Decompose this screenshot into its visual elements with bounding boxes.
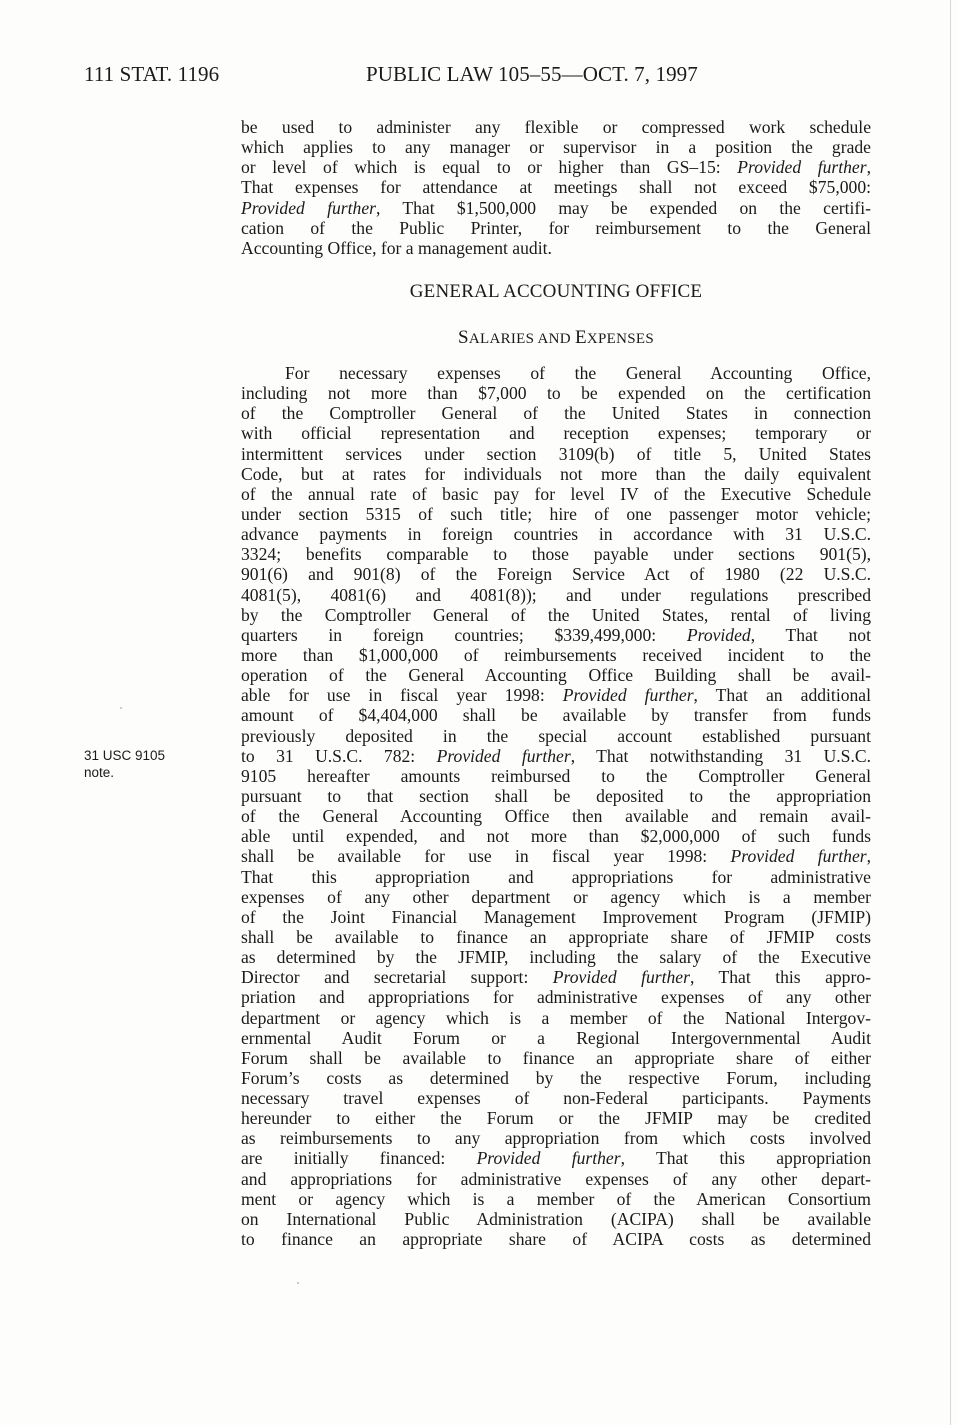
- text-line: That expenses for attendance at meetings shall not exceed $75,000:: [241, 177, 871, 198]
- text-line: or level of which is equal to or higher than GS–15: Provided further,: [241, 157, 871, 178]
- text-line: Code, but at rates for individuals not more than the daily equivalent: [241, 463, 871, 484]
- text-line: are initially financed: Provided further, That this appropriation: [241, 1148, 872, 1169]
- margin-note-label: note.: [84, 765, 115, 780]
- text-line: on International Public Administration (ACIPA) shall be available: [241, 1208, 871, 1229]
- text-line: shall be available to finance an appropriate share of JFMIP costs: [241, 926, 871, 947]
- text-line: shall be available for use in fiscal year 1998: Provided further,: [241, 846, 872, 867]
- text-line: by the Comptroller General of the United States, rental of living: [241, 604, 871, 625]
- text-line: including not more than $7,000 to be expended on the certification: [241, 383, 871, 404]
- gao-salaries-paragraph: [241, 363, 871, 1249]
- text-line: under section 5315 of such title; hire of one passenger motor vehicle;: [241, 503, 871, 524]
- text-line: able until expended, and not more than $2,000,000 of such funds: [241, 826, 871, 847]
- text-line: Director and secretarial support: Provided further, That this appro-: [241, 967, 871, 988]
- text-line: of the General Accounting Office then available and remain avail-: [241, 806, 871, 827]
- text-line: cation of the Public Printer, for reimbursement to the General: [241, 217, 871, 238]
- text-line: with official representation and reception expenses; temporary or: [241, 423, 871, 444]
- text-line: ment or agency which is a member of the American Consortium: [241, 1188, 871, 1209]
- text-line: which applies to any manager or supervisor in a position the grade: [241, 137, 871, 158]
- public-law-title: PUBLIC LAW 105–55—OCT. 7, 1997: [366, 62, 698, 86]
- scan-speck: [120, 707, 122, 709]
- text-line: able for use in fiscal year 1998: Provided further, That an additional: [241, 685, 871, 706]
- text-line: priation and appropriations for administrative expenses of any other: [241, 987, 871, 1008]
- continued-paragraph: [241, 117, 871, 258]
- text-line: operation of the General Accounting Office Building shall be avail-: [241, 665, 871, 686]
- text-line: amount of $4,404,000 shall be available by transfer from funds: [241, 705, 871, 726]
- text-line: Forum’s costs as determined by the respective Forum, including: [241, 1067, 871, 1088]
- text-line: and appropriations for administrative expenses of any other depart-: [241, 1168, 871, 1189]
- running-header: [84, 62, 764, 92]
- text-line: as reimbursements to any appropriation from which costs involved: [241, 1128, 871, 1149]
- text-line: ernmental Audit Forum or a Regional Intergovernmental Audit: [241, 1027, 871, 1048]
- text-line: of the Comptroller General of the United States in connection: [241, 403, 871, 424]
- text-line: be used to administer any flexible or compressed work schedule: [241, 117, 871, 137]
- text-line: 901(6) and 901(8) of the Foreign Service Act of 1980 (22 U.S.C.: [241, 564, 871, 585]
- text-line: Accounting Office, for a management audit.: [241, 237, 552, 258]
- text-line: quarters in foreign countries; $339,499,000: Provided, That not: [241, 624, 871, 645]
- text-line: 9105 hereafter amounts reimbursed to the Comptroller General: [241, 765, 871, 786]
- text-line: of the annual rate of basic pay for level IV of the Executive Schedule: [241, 483, 871, 504]
- statute-citation: 111 STAT. 1196: [84, 62, 220, 86]
- subheading: SALARIES AND EXPENSES: [457, 327, 654, 348]
- text-line: For necessary expenses of the General Accounting Office,: [285, 363, 871, 383]
- text-line: That this appropriation and appropriations for administrative: [241, 866, 871, 887]
- text-line: Forum shall be available to finance an appropriate share of either: [241, 1047, 871, 1068]
- text-line: intermittent services under section 3109(b) of title 5, United States: [241, 443, 871, 464]
- page-edge: [950, 0, 951, 1425]
- text-line: hereunder to either the Forum or the JFMIP may be credited: [241, 1108, 871, 1129]
- margin-note-citation: 31 USC 9105: [84, 748, 166, 763]
- text-line: as determined by the JFMIP, including the salary of the Executive: [241, 947, 871, 968]
- text-line: pursuant to that section shall be deposited to the appropriation: [241, 785, 871, 806]
- text-line: department or agency which is a member of the National Intergov-: [241, 1007, 871, 1028]
- scan-speck: [297, 1282, 299, 1284]
- text-line: 3324; benefits comparable to those payable under sections 901(5),: [241, 544, 871, 565]
- text-line: to finance an appropriate share of ACIPA costs as determined: [241, 1229, 871, 1250]
- section-heading: GENERAL ACCOUNTING OFFICE: [409, 281, 703, 302]
- text-line: of the Joint Financial Management Improvement Program (JFMIP): [241, 906, 871, 927]
- text-line: advance payments in foreign countries in accordance with 31 U.S.C.: [241, 524, 871, 545]
- margin-note: [84, 747, 165, 781]
- text-line: to 31 U.S.C. 782: Provided further, That notwithstanding 31 U.S.C.: [241, 745, 871, 766]
- text-line: Provided further, That $1,500,000 may be expended on the certifi-: [241, 197, 872, 218]
- text-line: expenses of any other department or agency which is a member: [241, 886, 871, 907]
- text-line: necessary travel expenses of non-Federal participants. Payments: [241, 1088, 871, 1109]
- text-line: 4081(5), 4081(6) and 4081(8)); and under regulations prescribed: [241, 584, 871, 605]
- text-line: previously deposited in the special account established pursuant: [241, 725, 871, 746]
- text-line: more than $1,000,000 of reimbursements received incident to the: [241, 644, 871, 665]
